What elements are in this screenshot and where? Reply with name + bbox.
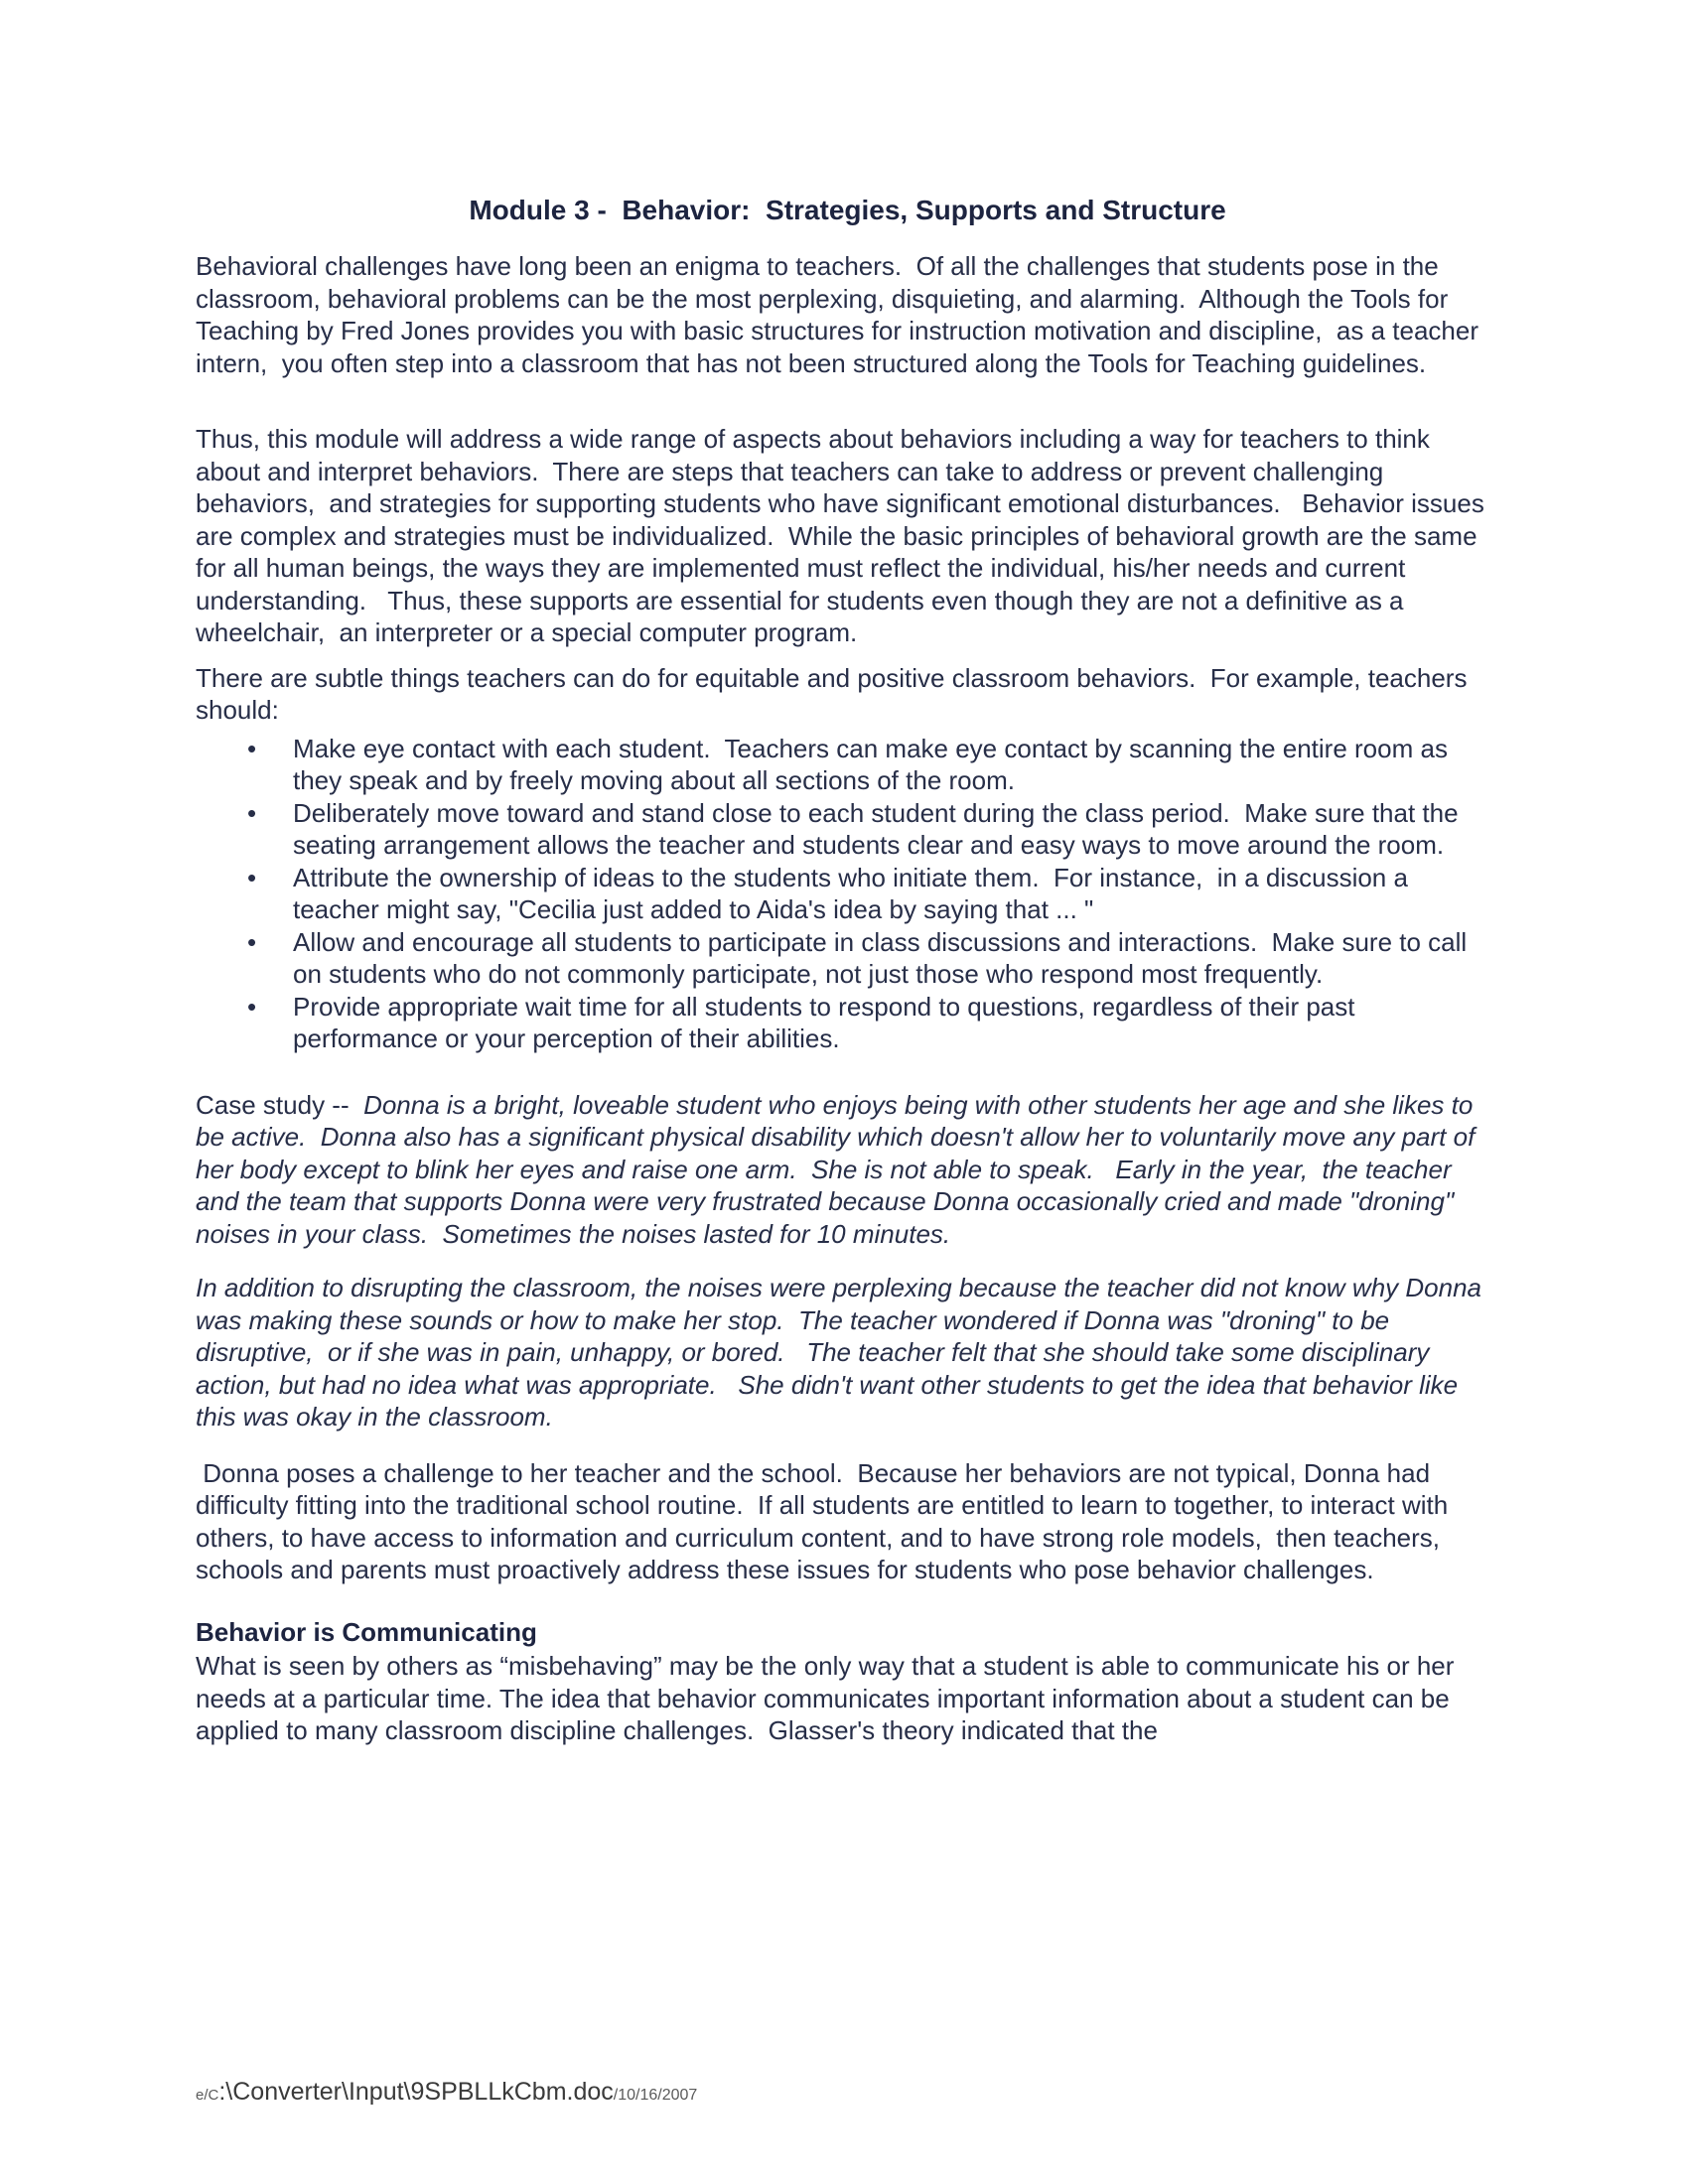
list-item-eye-contact: [196, 733, 1499, 797]
paragraph-subtle-things: There are subtle things teachers can do for equitable and positive classroom behaviors. For example, teachers should:: [196, 662, 1475, 725]
list-item-wait-time: [196, 991, 1499, 1055]
paragraph-case-study-continued: In addition to disrupting the classroom, the noises were perplexing because the teacher did not know why Donna was making these sounds or how to make her stop. The teacher wondered if Donna was "droning" to be disruptive, or if she was in pain, unhappy, or bored. The teacher felt that she should take some disciplinary action, but had no idea what was appropriate. She didn't want other students to get the idea that behavior like this was okay in the classroom.: [196, 1273, 1489, 1432]
list-item-move-toward: [196, 797, 1499, 862]
footer-prefix: e/C: [196, 2087, 219, 2104]
footer-file-path: [196, 2073, 697, 2114]
list-item-text: Make eye contact with each student. Teachers can make eye contact by scanning the entire room as they speak and by freely moving about all sections of the room.: [293, 733, 1456, 795]
paragraph-module-overview: Thus, this module will address a wide range of aspects about behaviors including a way for teachers to think about and interpret behaviors. There are steps that teachers can take to address or prevent challenging behaviors, and strategies for supporting students who have significant emotional disturbances. Behavior issues are complex and strategies must be individualized. While the basic principles of behavioral growth are the same for all human beings, the ways they are implemented must reflect the individual, his/her needs and current understanding. Thus, these supports are essential for students even though they are not a definitive as a wheelchair, an interpreter or a special computer program.: [196, 424, 1492, 647]
paragraph-behavior-communicating: What is seen by others as “misbehaving” may be the only way that a student is able to communicate his or her needs at a particular time. The idea that behavior communicates important information about a student can be applied to many classroom discipline challenges. Glasser's theory indicated that the: [196, 1651, 1462, 1745]
paragraph-behavioral-challenges: Behavioral challenges have long been an enigma to teachers. Of all the challenges that students pose in the classroom, behavioral problems can be the most perplexing, disquieting, and alarming. Although the Tools for Teaching by Fred Jones provides you with basic structures for instruction motivation and discipline, as a teacher intern, you often step into a classroom that has not been structured along the Tools for Teaching guidelines.: [196, 251, 1486, 378]
paragraph-donna-poses-challenge: Donna poses a challenge to her teacher and the school. Because her behaviors are not typical, Donna had difficulty fitting into the traditional school routine. If all students are entitled to learn to together, to interact with others, to have access to information and curriculum content, and to have strong role models, then teachers, schools and parents must proactively address these issues for students who pose behavior challenges.: [196, 1457, 1456, 1584]
page-title: Module 3 - Behavior: Strategies, Supports and Structure: [469, 195, 1226, 225]
section-heading-behavior-is-communicating: Behavior is Communicating: [196, 1616, 537, 1647]
list-item-text: Deliberately move toward and stand close to each student during the class period. Make sure that the seating arrangement allows the teacher and students clear and easy ways to move around the room.: [293, 797, 1466, 860]
list-item-attribute-ideas: [196, 862, 1499, 926]
footer-path: :\Converter\Input\9SPBLLkCbm.doc: [218, 2078, 614, 2106]
paragraph-case-study: [196, 1089, 1499, 1251]
list-item-text: Allow and encourage all students to participate in class discussions and interactions. Make sure to call on students who do not commonly participate, not just those who respond most frequently.: [293, 926, 1475, 989]
teacher-tips-bullet-list: [196, 733, 1499, 1055]
list-item-text: Provide appropriate wait time for all students to respond to questions, regardless of their past performance or your perception of their abilities.: [293, 991, 1362, 1053]
list-item-text: Attribute the ownership of ideas to the students who initiate them. For instance, in a discussion a teacher might say, "Cecilia just added to Aida's idea by saying that ... ": [293, 862, 1416, 924]
case-study-text: Donna is a bright, loveable student who enjoys being with other students her age and she likes to be active. Donna also has a significant physical disability which doesn't allow her to voluntarily move any part of her body except to blink her eyes and raise one arm. She is not able to speak. Early in the year, the teacher and the team that supports Donna were very frustrated because Donna occasionally cried and made "droning" noises in your class. Sometimes the noises lasted for 10 minutes.: [196, 1089, 1482, 1249]
footer-date: /10/16/2007: [613, 2087, 698, 2104]
list-item-encourage-participation: [196, 926, 1499, 991]
case-study-label: Case study --: [196, 1089, 364, 1120]
